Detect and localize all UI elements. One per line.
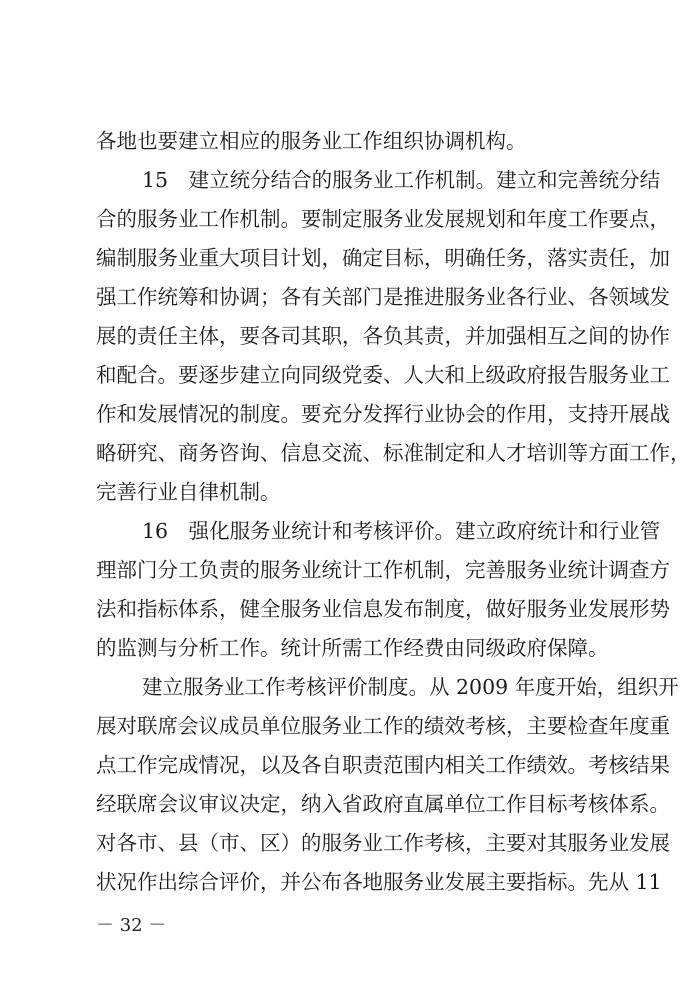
line-text: 作和发展情况的制度。要充分发挥行业协会的作用，支持开展战 — [96, 402, 670, 426]
text-line — [0, 397, 700, 431]
text-line — [0, 709, 700, 743]
text-line — [0, 241, 700, 275]
line-text: 各地也要建立相应的服务业工作组织协调机构。 — [96, 129, 527, 153]
line-text: 法和指标体系，健全服务业信息发布制度，做好服务业发展形势 — [96, 597, 670, 621]
text-line — [0, 670, 700, 704]
text-line — [0, 826, 700, 860]
line-text: 对各市、县（市、区）的服务业工作考核，主要对其服务业发展 — [96, 831, 670, 855]
text-line — [0, 202, 700, 236]
line-text: 强工作统筹和协调；各有关部门是推进服务业各行业、各领域发 — [96, 285, 670, 309]
text-line — [0, 592, 700, 626]
line-text: 展对联席会议成员单位服务业工作的绩效考核，主要检查年度重 — [96, 714, 670, 738]
line-text: 的监测与分析工作。统计所需工作经费由同级政府保障。 — [96, 636, 609, 660]
text-line — [0, 514, 700, 548]
line-text: 展的责任主体，要各司其职，各负其责，并加强相互之间的协作 — [96, 324, 670, 348]
text-line — [0, 436, 700, 470]
line-text: 经联席会议审议决定，纳入省政府直属单位工作目标考核体系。 — [96, 792, 670, 816]
line-text: 16 强化服务业统计和考核评价。建立政府统计和行业管 — [142, 519, 661, 543]
text-line — [0, 124, 700, 158]
line-text: 编制服务业重大项目计划，确定目标，明确任务，落实责任，加 — [96, 246, 670, 270]
line-text: 15 建立统分结合的服务业工作机制。建立和完善统分结 — [142, 168, 661, 192]
text-line — [0, 553, 700, 587]
text-line — [0, 865, 700, 899]
line-text: 合的服务业工作机制。要制定服务业发展规划和年度工作要点， — [96, 207, 670, 231]
text-line — [0, 787, 700, 821]
line-text: 建立服务业工作考核评价制度。从 2009 年度开始，组织开 — [142, 675, 679, 699]
line-text: 理部门分工负责的服务业统计工作机制，完善服务业统计调查方 — [96, 558, 670, 582]
line-text: 和配合。要逐步建立向同级党委、人大和上级政府报告服务业工 — [96, 363, 670, 387]
text-line — [0, 748, 700, 782]
line-text: 状况作出综合评价，并公布各地服务业发展主要指标。先从 11 — [96, 870, 662, 894]
text-line — [0, 475, 700, 509]
text-line — [0, 280, 700, 314]
text-line — [0, 358, 700, 392]
line-text: 完善行业自律机制。 — [96, 480, 281, 504]
page-number: － 32 － — [96, 915, 167, 936]
text-line — [0, 631, 700, 665]
text-line — [0, 163, 700, 197]
line-text: 点工作完成情况，以及各自职责范围内相关工作绩效。考核结果 — [96, 753, 670, 777]
text-line — [0, 319, 700, 353]
line-text: 略研究、商务咨询、信息交流、标准制定和人才培训等方面工作， — [96, 441, 691, 465]
